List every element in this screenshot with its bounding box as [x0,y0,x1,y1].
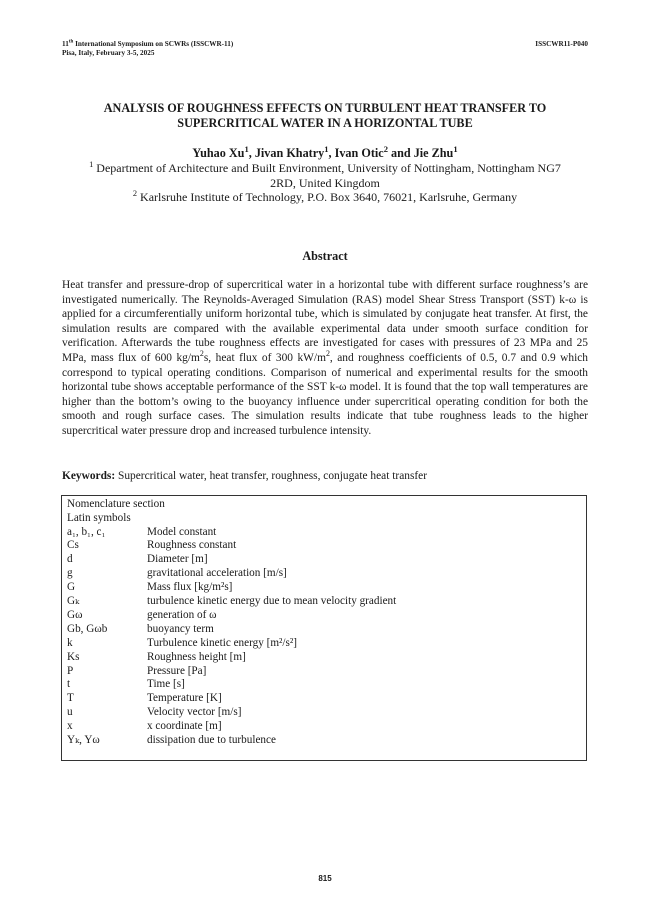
affiliation-text: Department of Architecture and Built Environment, University of Nottingham, Nottingham NG7 [93,161,561,175]
abstract-body [62,278,588,439]
nomenclature-symbol: a₁, b₁, c₁ [67,525,106,538]
nomenclature-definition: Mass flux [kg/m²s] [147,581,233,594]
nomenclature-symbol: G [67,581,76,594]
abstract-text: s, heat flux of 300 kW/m [203,351,326,364]
conf-location: Pisa, Italy, February 3-5, 2025 [62,49,155,57]
affiliation-2 [62,190,588,205]
conference-header [62,40,233,58]
affiliation-mark: 2 [132,189,138,198]
nomenclature-definition: buoyancy term [147,622,214,635]
nomenclature-symbol: t [67,678,71,691]
nomenclature-row [67,553,586,567]
nomenclature-symbol: Cs [67,539,79,552]
nomenclature-definition: generation of ω [147,608,217,621]
nomenclature-definition: Diameter [m] [147,553,208,566]
nomenclature-symbol: Yₖ, Yω [67,733,100,746]
nomenclature-symbol: g [67,567,73,580]
author-name: Jie Zhu [413,146,454,160]
abstract-superscript: 2 [199,349,204,359]
nomenclature-definition: x coordinate [m] [147,720,222,733]
conf-number-suffix: th [68,39,74,45]
nomenclature-symbol: u [67,706,73,719]
nomenclature-definition: Pressure [Pa] [147,664,207,677]
conf-title: International Symposium on SCWRs (ISSCWR-11) [75,40,234,48]
nomenclature-box [61,495,587,761]
page-number: 815 [318,874,332,883]
nomenclature-symbol: x [67,720,73,733]
nomenclature-symbol: Gb, Gωb [67,622,108,635]
nomenclature-row [67,706,586,720]
nomenclature-row [67,637,586,651]
nomenclature-rows [67,526,586,748]
nomenclature-row [67,567,586,581]
affiliation-mark: 1 [89,160,94,169]
author-affiliation-mark: 2 [383,143,388,154]
nomenclature-definition: dissipation due to turbulence [147,733,276,746]
affiliation-text: Karlsruhe Institute of Technology, P.O. Box 3640, 76021, Karlsruhe, Germany [137,190,518,204]
title-line-1: ANALYSIS OF ROUGHNESS EFFECTS ON TURBULENT HEAT TRANSFER TO [103,101,547,115]
affiliation-text-cont: 2RD, United Kingdom [270,176,380,190]
nomenclature-definition: Model constant [147,525,217,538]
nomenclature-definition: gravitational acceleration [m/s] [147,567,287,580]
nomenclature-row [67,651,586,665]
nomenclature-subtitle: Latin symbols [67,511,131,524]
nomenclature-definition: Temperature [K] [147,692,222,705]
author-affiliation-mark: 1 [244,143,249,154]
nomenclature-row [67,539,586,553]
nomenclature-symbol: Gₖ [67,595,80,608]
nomenclature-symbol: Ks [67,650,80,663]
author-affiliation-mark: 1 [324,143,329,154]
nomenclature-definition: Velocity vector [m/s] [147,706,242,719]
author-affiliation-mark: 1 [453,143,458,154]
abstract-text: Heat transfer and pressure-drop of supercritical water in a horizontal tube with different surface roughness’s are investigated numerically. The Reynolds-Averaged Simulation (RAS) model Shear Stress Transport (SST) k-ω is applied for a circumferentially uniform horizontal tube, which is simulated by conjugate heat transfer. At first, the simulation results are compared with the available experimental data under smooth surface condition for verification. Afterwards the tube roughness effects are investigated for cases with pressures of 23 MPa and 25 MPa, mass flux of 600 kg/m [62,279,588,364]
nomenclature-definition: Roughness constant [147,539,237,552]
paper-title [62,101,588,131]
author-list: Yuhao Xu$^1$, Jivan Khatry$^1$, Ivan Otic$^2$ and Jie Zhu$^1$ [192,143,458,160]
nomenclature-row [67,623,586,637]
abstract-heading: Abstract [302,249,348,263]
author-name: Yuhao Xu [192,146,245,160]
author-name: Ivan Otic [334,146,384,160]
keywords-label: Keywords: [62,470,116,482]
nomenclature-row [67,581,586,595]
nomenclature-symbol: k [67,636,73,649]
nomenclature-symbol: Gω [67,608,83,621]
nomenclature-definition: turbulence kinetic energy due to mean velocity gradient [147,595,397,608]
nomenclature-row [67,720,586,734]
nomenclature-row [67,678,586,692]
nomenclature-row [67,665,586,679]
nomenclature-symbol: T [67,692,74,705]
abstract-text: , and roughness coefficients of 0.5, 0.7 and 0.9 which correspond to typical operating conditions. Comparison of numerical and experimental results for the smooth horizontal tube shows acceptable performance of the SST k-ω model. It is found that the top wall temperatures are higher than the bottom’s owing to the buoyancy influence under supercritical operating condition for both the smooth and rough surface cases. The simulation results indicate that tube roughness leads to the higher supercritical water pressure drop and increased turbulence intensity. [62,351,588,437]
nomenclature-definition: Roughness height [m] [147,650,246,663]
abstract-superscript: 2 [325,349,330,359]
conf-number: 11 [62,40,69,48]
nomenclature-symbol: d [67,553,73,566]
title-line-2: SUPERCRITICAL WATER IN A HORIZONTAL TUBE [177,116,473,130]
author-name: Jivan Khatry [254,146,325,160]
keywords-line [62,469,588,483]
keywords-text: Supercritical water, heat transfer, roughness, conjugate heat transfer [115,470,428,482]
paper-id: ISSCWR11-P040 [535,40,588,48]
nomenclature-symbol: P [67,664,74,677]
nomenclature-row [67,595,586,609]
nomenclature-title: Nomenclature section [67,498,165,510]
affiliation-1 [62,161,588,191]
nomenclature-row [67,609,586,623]
nomenclature-row [67,526,586,540]
nomenclature-definition: Turbulence kinetic energy [m²/s²] [147,636,297,649]
nomenclature-definition: Time [s] [147,678,185,691]
nomenclature-row [67,692,586,706]
nomenclature-row [67,734,586,748]
